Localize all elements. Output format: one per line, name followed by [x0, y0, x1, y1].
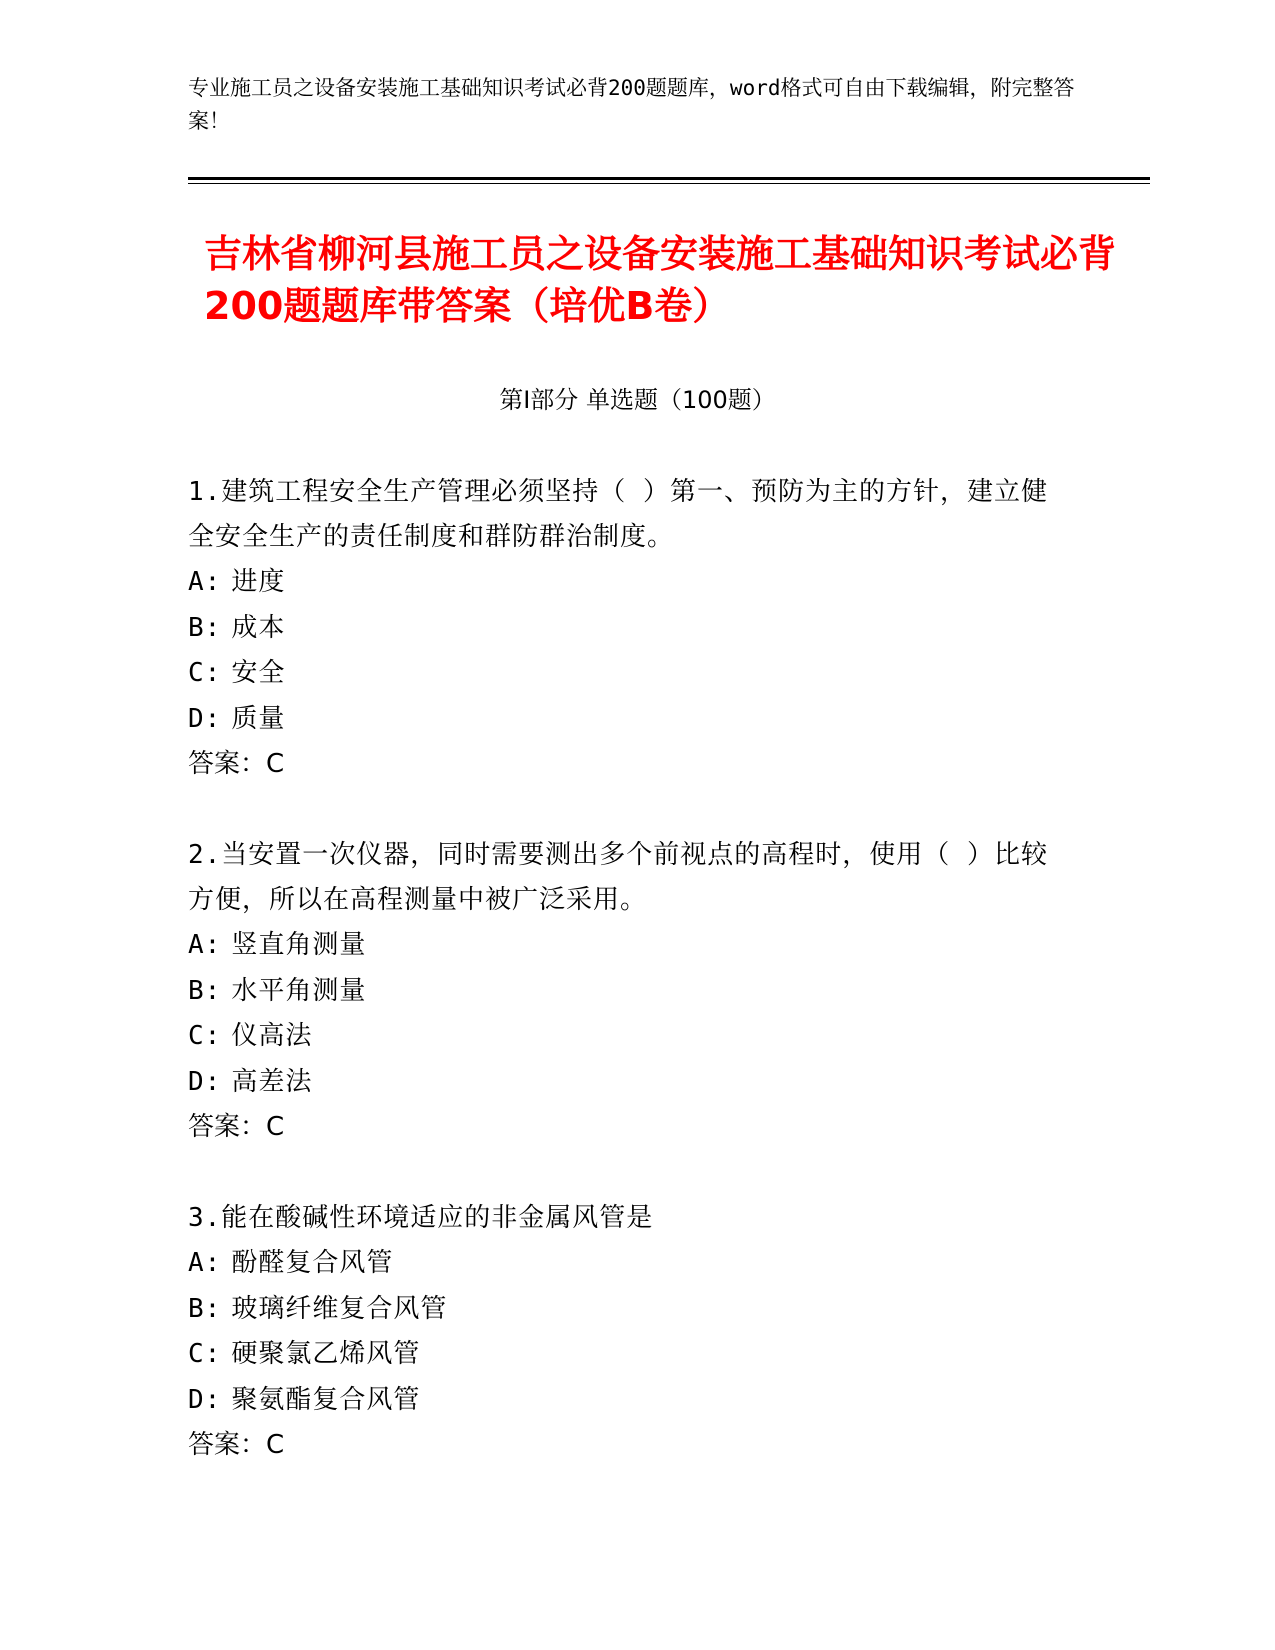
option-key: A: [188, 567, 222, 597]
option-key: C: [188, 1339, 222, 1369]
option-key: A: [188, 930, 222, 960]
option-key: A: [188, 1248, 222, 1278]
option-text: 玻璃纤维复合风管 [231, 1293, 448, 1324]
option-text: 竖直角测量 [231, 930, 367, 960]
option-c [188, 651, 1068, 697]
option-b [188, 969, 1068, 1015]
option-d [188, 1378, 1068, 1424]
option-a [188, 560, 1068, 606]
option-text: 硬聚氯乙烯风管 [231, 1339, 421, 1369]
option-d [188, 697, 1068, 743]
option-key: D: [188, 703, 222, 734]
section-heading: 第Ⅰ部分 单选题（100题） [499, 386, 776, 414]
option-key: C: [188, 1021, 222, 1051]
option-c [188, 1014, 1068, 1060]
option-a [188, 1241, 1068, 1287]
option-key: C: [188, 658, 222, 688]
option-key: D: [188, 1384, 222, 1415]
header-divider-thin [188, 183, 1150, 184]
question-3 [188, 1196, 1068, 1469]
answer: 答案：C [188, 1112, 285, 1142]
option-key: D: [188, 1066, 222, 1097]
header-divider-thick [188, 177, 1150, 180]
option-b [188, 606, 1068, 652]
option-text: 聚氨酯复合风管 [231, 1384, 421, 1415]
option-text: 成本 [231, 612, 286, 643]
option-key: B: [188, 975, 222, 1006]
question-text: 2.当安置一次仪器，同时需要测出多个前视点的高程时，使用（ ）比较方便，所以在高程测量中被广泛采用。 [188, 840, 1048, 915]
option-text: 质量 [231, 703, 286, 734]
answer: 答案：C [188, 749, 285, 779]
option-a [188, 923, 1068, 969]
document-title: 吉林省柳河县施工员之设备安装施工基础知识考试必背200题题库带答案（培优B卷） [204, 232, 1117, 328]
option-text: 水平角测量 [231, 975, 367, 1006]
question-text: 3.能在酸碱性环境适应的非金属风管是 [188, 1203, 654, 1233]
option-text: 酚醛复合风管 [231, 1248, 394, 1278]
question-1 [188, 470, 1068, 788]
option-d [188, 1060, 1068, 1106]
option-text: 高差法 [231, 1066, 313, 1097]
option-key: B: [188, 612, 222, 643]
option-text: 仪高法 [231, 1021, 313, 1051]
answer: 答案：C [188, 1430, 285, 1460]
option-b [188, 1287, 1068, 1333]
question-text: 1.建筑工程安全生产管理必须坚持（ ）第一、预防为主的方针，建立健全安全生产的责任制度和群防群治制度。 [188, 477, 1048, 552]
header-note: 专业施工员之设备安装施工基础知识考试必背200题题库，word格式可自由下载编辑，附完整答案！ [188, 76, 1075, 133]
option-text: 进度 [231, 567, 286, 597]
question-2 [188, 833, 1068, 1151]
option-c [188, 1332, 1068, 1378]
option-text: 安全 [231, 658, 286, 688]
option-key: B: [188, 1293, 222, 1324]
